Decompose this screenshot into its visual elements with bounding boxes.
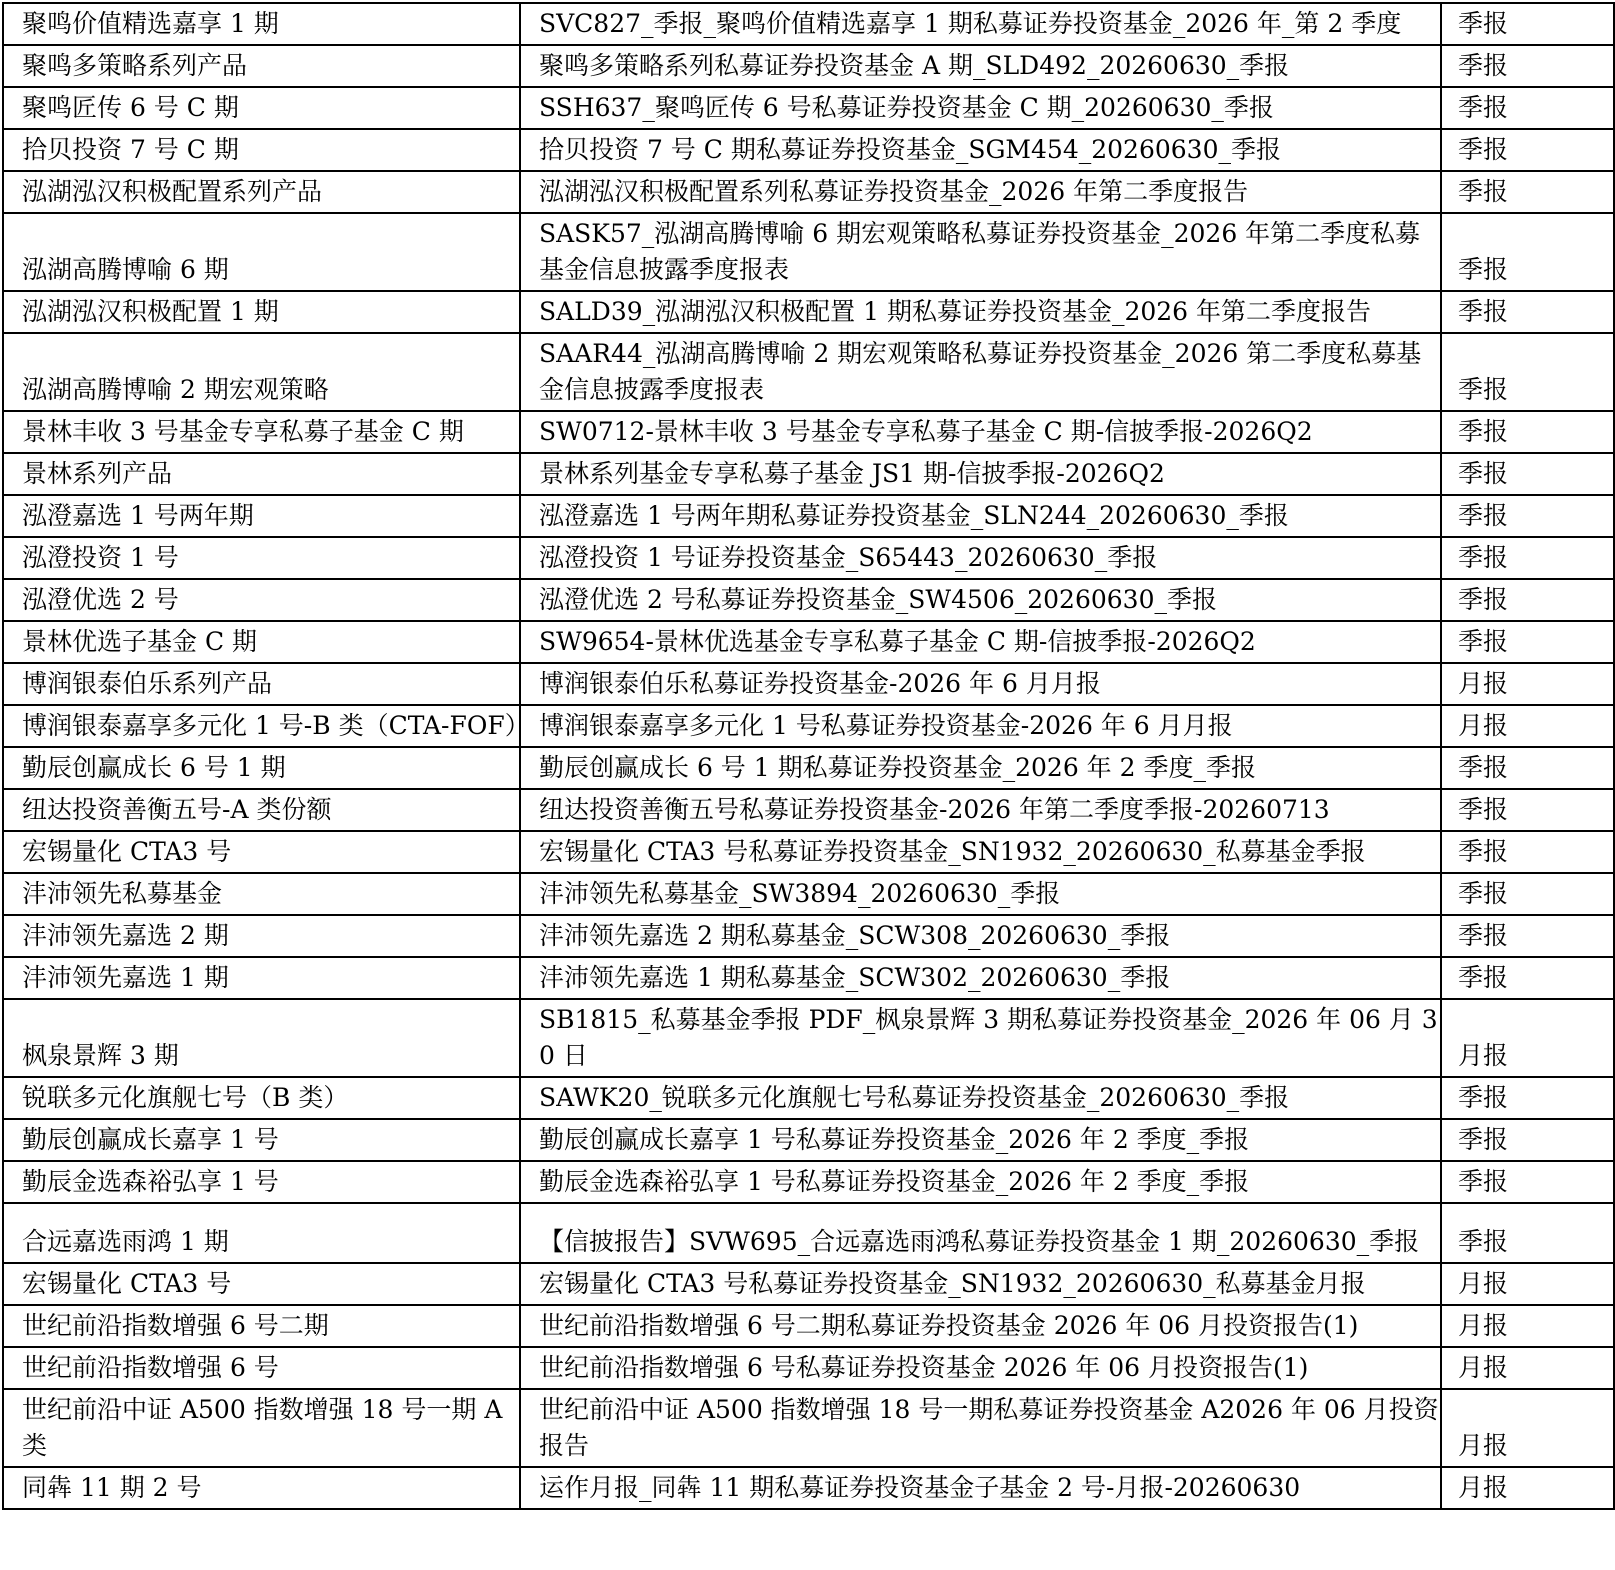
cell-report-type: 季报 (1441, 747, 1614, 789)
cell-report-title: 勤辰创赢成长 6 号 1 期私募证券投资基金_2026 年 2 季度_季报 (520, 747, 1441, 789)
table-row (3, 537, 1614, 579)
cell-product-name: 沣沛领先私募基金 (3, 873, 520, 915)
cell-product-name: 拾贝投资 7 号 C 期 (3, 129, 520, 171)
table-row (3, 1263, 1614, 1305)
cell-report-title: 博润银泰嘉享多元化 1 号私募证券投资基金-2026 年 6 月月报 (520, 705, 1441, 747)
cell-product-name: 泓湖泓汉积极配置 1 期 (3, 291, 520, 333)
cell-report-type: 季报 (1441, 537, 1614, 579)
table-row (3, 1077, 1614, 1119)
cell-product-name: 博润银泰伯乐系列产品 (3, 663, 520, 705)
cell-report-title: 世纪前沿中证 A500 指数增强 18 号一期私募证券投资基金 A2026 年 06 月投资报告 (520, 1389, 1441, 1467)
cell-report-title: 泓澄优选 2 号私募证券投资基金_SW4506_20260630_季报 (520, 579, 1441, 621)
cell-report-type: 季报 (1441, 957, 1614, 999)
cell-product-name: 景林丰收 3 号基金专享私募子基金 C 期 (3, 411, 520, 453)
cell-report-title: 纽达投资善衡五号私募证券投资基金-2026 年第二季度季报-20260713 (520, 789, 1441, 831)
cell-report-title: SW0712-景林丰收 3 号基金专享私募子基金 C 期-信披季报-2026Q2 (520, 411, 1441, 453)
cell-report-title: SAWK20_锐联多元化旗舰七号私募证券投资基金_20260630_季报 (520, 1077, 1441, 1119)
cell-report-title: 泓澄嘉选 1 号两年期私募证券投资基金_SLN244_20260630_季报 (520, 495, 1441, 537)
table-row (3, 495, 1614, 537)
table-row (3, 213, 1614, 291)
cell-product-name: 聚鸣多策略系列产品 (3, 45, 520, 87)
table-row (3, 915, 1614, 957)
table-row (3, 333, 1614, 411)
cell-product-name: 勤辰创赢成长 6 号 1 期 (3, 747, 520, 789)
cell-report-title: SAAR44_泓湖高腾博喻 2 期宏观策略私募证券投资基金_2026 第二季度私募基金信息披露季度报表 (520, 333, 1441, 411)
cell-report-title: SVC827_季报_聚鸣价值精选嘉享 1 期私募证券投资基金_2026 年_第 2 季度 (520, 3, 1441, 45)
table-row (3, 831, 1614, 873)
table-row (3, 873, 1614, 915)
table-body (3, 3, 1614, 1509)
cell-report-type: 季报 (1441, 789, 1614, 831)
table-row (3, 1203, 1614, 1263)
cell-report-type: 季报 (1441, 291, 1614, 333)
cell-report-title: SB1815_私募基金季报 PDF_枫泉景辉 3 期私募证券投资基金_2026 年 06 月 30 日 (520, 999, 1441, 1077)
table-row (3, 789, 1614, 831)
cell-report-title: 拾贝投资 7 号 C 期私募证券投资基金_SGM454_20260630_季报 (520, 129, 1441, 171)
cell-report-type: 季报 (1441, 1161, 1614, 1203)
cell-product-name: 枫泉景辉 3 期 (3, 999, 520, 1077)
cell-report-type: 季报 (1441, 87, 1614, 129)
cell-product-name: 世纪前沿指数增强 6 号二期 (3, 1305, 520, 1347)
cell-report-title: 聚鸣多策略系列私募证券投资基金 A 期_SLD492_20260630_季报 (520, 45, 1441, 87)
cell-product-name: 聚鸣价值精选嘉享 1 期 (3, 3, 520, 45)
cell-report-title: SW9654-景林优选基金专享私募子基金 C 期-信披季报-2026Q2 (520, 621, 1441, 663)
table-row (3, 171, 1614, 213)
cell-report-type: 季报 (1441, 45, 1614, 87)
cell-report-title: 运作月报_同犇 11 期私募证券投资基金子基金 2 号-月报-20260630 (520, 1467, 1441, 1509)
table-row (3, 1119, 1614, 1161)
table-row (3, 1389, 1614, 1467)
cell-report-type: 月报 (1441, 1347, 1614, 1389)
cell-report-type: 季报 (1441, 213, 1614, 291)
cell-report-type: 月报 (1441, 663, 1614, 705)
cell-product-name: 世纪前沿中证 A500 指数增强 18 号一期 A 类 (3, 1389, 520, 1467)
cell-product-name: 沣沛领先嘉选 2 期 (3, 915, 520, 957)
cell-report-title: 沣沛领先私募基金_SW3894_20260630_季报 (520, 873, 1441, 915)
cell-report-title: 世纪前沿指数增强 6 号二期私募证券投资基金 2026 年 06 月投资报告(1) (520, 1305, 1441, 1347)
cell-product-name: 纽达投资善衡五号-A 类份额 (3, 789, 520, 831)
cell-product-name: 宏锡量化 CTA3 号 (3, 831, 520, 873)
cell-product-name: 泓澄嘉选 1 号两年期 (3, 495, 520, 537)
cell-report-title: 沣沛领先嘉选 1 期私募基金_SCW302_20260630_季报 (520, 957, 1441, 999)
cell-report-title: 宏锡量化 CTA3 号私募证券投资基金_SN1932_20260630_私募基金季报 (520, 831, 1441, 873)
fund-report-table (2, 2, 1615, 1510)
cell-product-name: 景林系列产品 (3, 453, 520, 495)
cell-product-name: 景林优选子基金 C 期 (3, 621, 520, 663)
cell-report-title: 世纪前沿指数增强 6 号私募证券投资基金 2026 年 06 月投资报告(1) (520, 1347, 1441, 1389)
cell-report-type: 季报 (1441, 3, 1614, 45)
cell-report-type: 季报 (1441, 333, 1614, 411)
cell-report-type: 季报 (1441, 1077, 1614, 1119)
cell-report-type: 月报 (1441, 1467, 1614, 1509)
table-row (3, 129, 1614, 171)
cell-report-type: 月报 (1441, 1305, 1614, 1347)
cell-report-title: 沣沛领先嘉选 2 期私募基金_SCW308_20260630_季报 (520, 915, 1441, 957)
table-row (3, 1347, 1614, 1389)
table-row (3, 1305, 1614, 1347)
cell-product-name: 勤辰创赢成长嘉享 1 号 (3, 1119, 520, 1161)
table-row (3, 1161, 1614, 1203)
table-row (3, 747, 1614, 789)
cell-report-type: 季报 (1441, 831, 1614, 873)
cell-product-name: 泓澄投资 1 号 (3, 537, 520, 579)
cell-report-title: 宏锡量化 CTA3 号私募证券投资基金_SN1932_20260630_私募基金月报 (520, 1263, 1441, 1305)
cell-product-name: 聚鸣匠传 6 号 C 期 (3, 87, 520, 129)
cell-product-name: 同犇 11 期 2 号 (3, 1467, 520, 1509)
table-row (3, 621, 1614, 663)
cell-product-name: 泓湖高腾博喻 2 期宏观策略 (3, 333, 520, 411)
cell-report-title: 泓湖泓汉积极配置系列私募证券投资基金_2026 年第二季度报告 (520, 171, 1441, 213)
cell-report-type: 季报 (1441, 579, 1614, 621)
cell-product-name: 宏锡量化 CTA3 号 (3, 1263, 520, 1305)
cell-report-type: 季报 (1441, 129, 1614, 171)
cell-report-type: 季报 (1441, 621, 1614, 663)
cell-report-type: 月报 (1441, 1263, 1614, 1305)
table-row (3, 999, 1614, 1077)
cell-product-name: 博润银泰嘉享多元化 1 号-B 类（CTA-FOF） (3, 705, 520, 747)
cell-report-type: 季报 (1441, 453, 1614, 495)
table-row (3, 291, 1614, 333)
cell-report-title: SASK57_泓湖高腾博喻 6 期宏观策略私募证券投资基金_2026 年第二季度私募基金信息披露季度报表 (520, 213, 1441, 291)
table-row (3, 663, 1614, 705)
cell-product-name: 锐联多元化旗舰七号（B 类） (3, 1077, 520, 1119)
cell-report-type: 季报 (1441, 1119, 1614, 1161)
cell-report-type: 季报 (1441, 915, 1614, 957)
cell-report-type: 季报 (1441, 171, 1614, 213)
cell-product-name: 世纪前沿指数增强 6 号 (3, 1347, 520, 1389)
cell-report-type: 季报 (1441, 411, 1614, 453)
cell-product-name: 泓湖高腾博喻 6 期 (3, 213, 520, 291)
cell-product-name: 勤辰金选森裕弘享 1 号 (3, 1161, 520, 1203)
table-row (3, 705, 1614, 747)
cell-report-title: 景林系列基金专享私募子基金 JS1 期-信披季报-2026Q2 (520, 453, 1441, 495)
cell-report-title: 泓澄投资 1 号证券投资基金_S65443_20260630_季报 (520, 537, 1441, 579)
cell-report-type: 月报 (1441, 999, 1614, 1077)
cell-report-type: 季报 (1441, 873, 1614, 915)
cell-product-name: 泓湖泓汉积极配置系列产品 (3, 171, 520, 213)
cell-report-type: 月报 (1441, 705, 1614, 747)
cell-report-title: 【信披报告】SVW695_合远嘉选雨鸿私募证券投资基金 1 期_20260630_季报 (520, 1203, 1441, 1263)
cell-report-type: 月报 (1441, 1389, 1614, 1467)
table-row (3, 3, 1614, 45)
cell-report-type: 季报 (1441, 1203, 1614, 1263)
table-row (3, 87, 1614, 129)
cell-product-name: 沣沛领先嘉选 1 期 (3, 957, 520, 999)
cell-report-title: 勤辰创赢成长嘉享 1 号私募证券投资基金_2026 年 2 季度_季报 (520, 1119, 1441, 1161)
cell-report-title: 博润银泰伯乐私募证券投资基金-2026 年 6 月月报 (520, 663, 1441, 705)
table-row (3, 411, 1614, 453)
table-row (3, 579, 1614, 621)
cell-report-title: SALD39_泓湖泓汉积极配置 1 期私募证券投资基金_2026 年第二季度报告 (520, 291, 1441, 333)
table-row (3, 1467, 1614, 1509)
table-row (3, 453, 1614, 495)
table-row (3, 957, 1614, 999)
cell-product-name: 合远嘉选雨鸿 1 期 (3, 1203, 520, 1263)
table-row (3, 45, 1614, 87)
cell-product-name: 泓澄优选 2 号 (3, 579, 520, 621)
cell-report-type: 季报 (1441, 495, 1614, 537)
cell-report-title: 勤辰金选森裕弘享 1 号私募证券投资基金_2026 年 2 季度_季报 (520, 1161, 1441, 1203)
cell-report-title: SSH637_聚鸣匠传 6 号私募证券投资基金 C 期_20260630_季报 (520, 87, 1441, 129)
